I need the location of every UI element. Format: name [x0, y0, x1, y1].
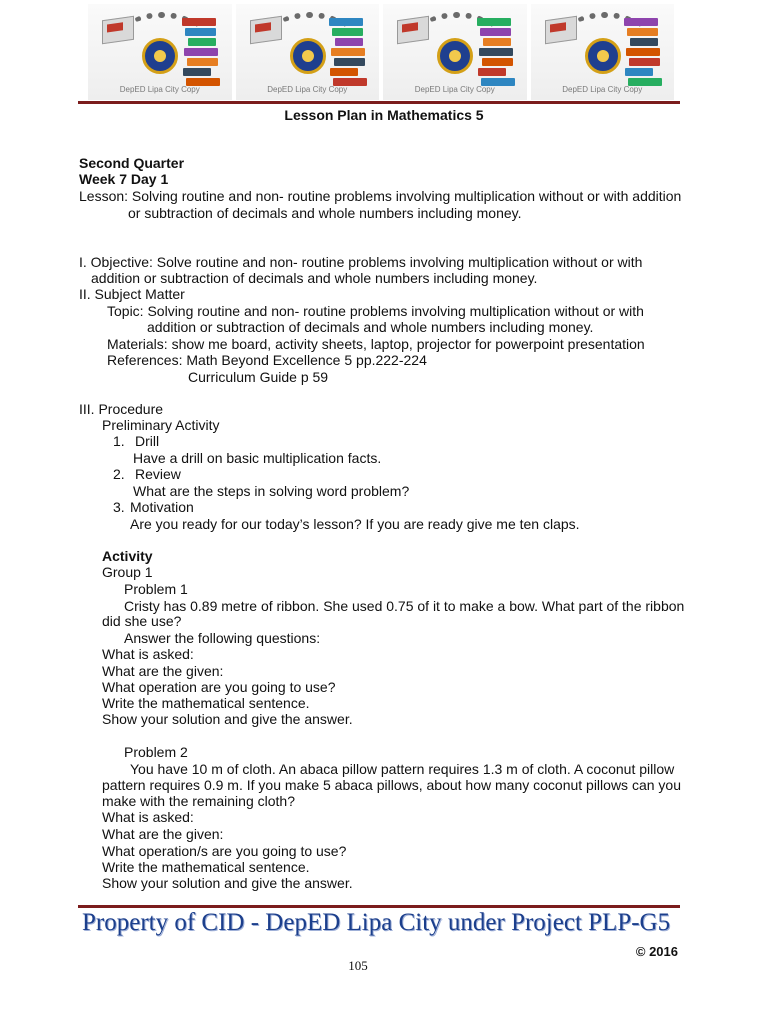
page-number: 105 [348, 958, 368, 973]
review-label: Review [135, 466, 181, 482]
book-icon [630, 38, 658, 46]
subject-matter-heading: II. Subject Matter [79, 286, 185, 302]
list-number: 3. [113, 499, 125, 515]
activity-heading: Activity [102, 548, 153, 564]
problem-text: You have 10 m of cloth. An abaca pillow pattern requires 1.3 m of cloth. A coconut pillow [130, 761, 675, 777]
objective-line: addition or subtraction of decimals and whole numbers including money. [91, 270, 538, 286]
deped-seal-icon [290, 38, 326, 74]
deped-seal-icon [437, 38, 473, 74]
book-icon [184, 48, 218, 56]
book-icon [335, 38, 363, 46]
review-text: What are the steps in solving word problem? [133, 483, 410, 499]
book-icon [331, 48, 365, 56]
banner-caption: DepED Lipa City Copy [267, 85, 348, 94]
question-line: Show your solution and give the answer. [102, 711, 353, 727]
preliminary-heading: Preliminary Activity [102, 417, 220, 433]
book-icon [479, 48, 513, 56]
objective-line: I. Objective: Solve routine and non- routine problems involving multiplication without or with [79, 254, 643, 270]
laptop-icon [545, 16, 577, 44]
book-icon [477, 18, 511, 26]
banner-tile [88, 4, 232, 100]
procedure-heading: III. Procedure [79, 401, 164, 417]
book-stack-icon [329, 16, 373, 86]
banner-caption: DepED Lipa City Copy [562, 85, 643, 94]
list-number: 1. [113, 433, 125, 449]
problem-label: Problem 1 [124, 581, 188, 597]
book-icon [185, 28, 216, 36]
footer-rule [78, 905, 680, 908]
book-icon [480, 28, 511, 36]
book-icon [626, 48, 660, 56]
motivation-text: Are you ready for our today’s lesson? If you are ready give me ten claps. [130, 516, 580, 532]
motivation-label: Motivation [130, 499, 194, 515]
drill-text: Have a drill on basic multiplication facts. [133, 450, 382, 466]
laptop-icon [250, 16, 282, 44]
book-stack-icon [477, 16, 521, 86]
lesson-line: Lesson: Solving routine and non- routine problems involving multiplication without or with addition [79, 188, 682, 204]
book-icon [627, 28, 658, 36]
question-line: What are the given: [102, 663, 224, 679]
page-title: Lesson Plan in Mathematics 5 [284, 107, 484, 123]
book-icon [629, 58, 660, 66]
instruction-text: Answer the following questions: [124, 630, 321, 646]
header-rule [78, 101, 680, 104]
book-stack-icon [624, 16, 668, 86]
question-line: Show your solution and give the answer. [102, 875, 353, 891]
question-line: Write the mathematical sentence. [102, 695, 310, 711]
banner-tile [236, 4, 380, 100]
book-icon [624, 18, 658, 26]
laptop-icon [102, 16, 134, 44]
footer-property-text: Property of CID - DepED Lipa City under Project PLP-G5 [82, 909, 671, 936]
banner-caption: DepED Lipa City Copy [414, 85, 495, 94]
question-line: What operation are you going to use? [102, 679, 336, 695]
book-icon [332, 28, 363, 36]
problem-text: Cristy has 0.89 metre of ribbon. She used 0.75 of it to make a bow. What part of the ribbon [124, 598, 685, 614]
book-icon [329, 18, 363, 26]
copyright-text: © 2016 [635, 944, 678, 959]
topic-line: addition or subtraction of decimals and whole numbers including money. [147, 319, 594, 335]
book-icon [182, 18, 216, 26]
references-line: References: Math Beyond Excellence 5 pp.222-224 [107, 352, 427, 368]
lesson-line: or subtraction of decimals and whole numbers including money. [128, 205, 522, 221]
question-line: What are the given: [102, 826, 224, 842]
problem-text: did she use? [102, 613, 182, 629]
question-line: Write the mathematical sentence. [102, 859, 310, 875]
book-icon [334, 58, 365, 66]
banner-caption: DepED Lipa City Copy [119, 85, 200, 94]
drill-label: Drill [135, 433, 160, 449]
banner-tile [383, 4, 527, 100]
laptop-icon [397, 16, 429, 44]
book-icon [183, 68, 211, 76]
deped-seal-icon [585, 38, 621, 74]
problem-text: pattern requires 0.9 m. If you make 5 abaca pillows, about how many coconut pillows can you [102, 777, 681, 793]
book-icon [482, 58, 513, 66]
book-icon [625, 68, 653, 76]
materials-line: Materials: show me board, activity sheets, laptop, projector for powerpoint presentation [107, 336, 645, 352]
week-heading: Week 7 Day 1 [79, 171, 169, 187]
curriculum-line: Curriculum Guide p 59 [188, 369, 329, 385]
question-line: What operation/s are you going to use? [102, 843, 347, 859]
book-stack-icon [182, 16, 226, 86]
deped-seal-icon [142, 38, 178, 74]
quarter-heading: Second Quarter [79, 155, 185, 171]
question-line: What is asked: [102, 809, 194, 825]
book-icon [478, 68, 506, 76]
list-number: 2. [113, 466, 125, 482]
book-icon [187, 58, 218, 66]
problem-text: make with the remaining cloth? [102, 793, 295, 809]
question-line: What is asked: [102, 646, 194, 662]
header-banner [88, 4, 674, 100]
book-icon [483, 38, 511, 46]
group-label: Group 1 [102, 564, 153, 580]
book-icon [330, 68, 358, 76]
topic-line: Topic: Solving routine and non- routine problems involving multiplication without or with [107, 303, 644, 319]
problem-label: Problem 2 [124, 744, 188, 760]
banner-tile [531, 4, 675, 100]
book-icon [188, 38, 216, 46]
